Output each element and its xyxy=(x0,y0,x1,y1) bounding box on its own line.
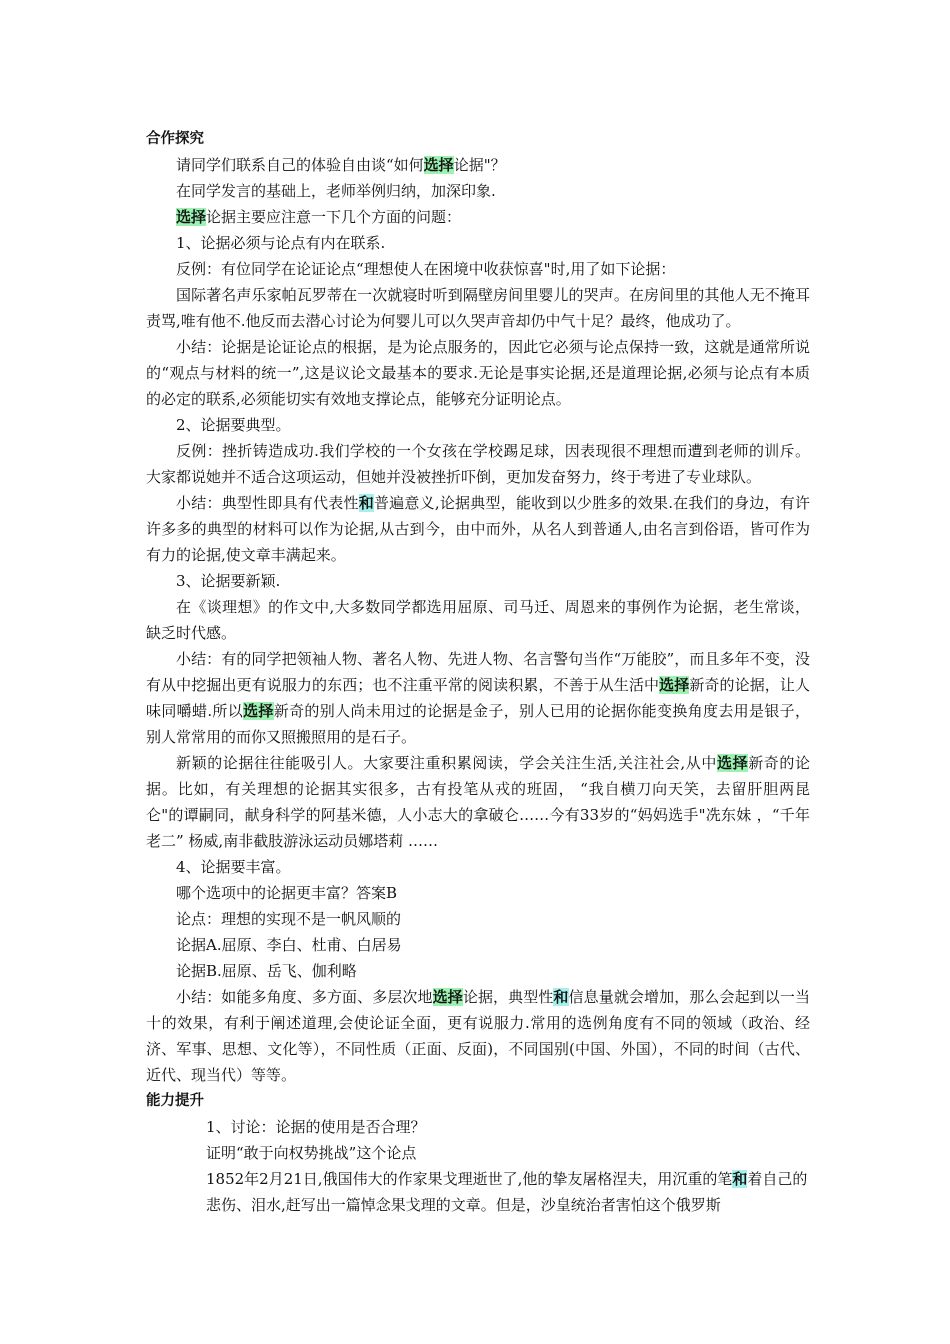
paragraph xyxy=(146,334,810,412)
paragraph xyxy=(146,854,810,880)
text-run: 新奇的论据。比如，有关理想的论据其实很多，古有投笔从戎的班固， “我自横刀向天笑，去留肝胆两昆仑"的谭嗣同，献身科学的阿基米德，人小志大的拿破仑……今有33岁的“妈妈选手"冼东妹 ，“千年老二” 杨威,南非截肢游泳运动员娜塔莉 …… xyxy=(146,754,810,850)
paragraph xyxy=(146,438,810,490)
text-run: 着自己的悲伤、泪水,赶写出一篇悼念果戈理的文章。但是，沙皇统治者害怕这个俄罗斯 xyxy=(206,1170,808,1214)
paragraph xyxy=(146,906,810,932)
text-run: 反例：有位同学在论证论点“理想使人在困境中收获惊喜"时,用了如下论据： xyxy=(176,260,676,278)
text-run: 普遍意义,论据典型，能收到以少胜多的效果.在我们的身边，有许许多多的典型的材料可以作为论据,从古到今，由中而外，从名人到普通人,由名言到俗语，皆可作为有力的论据,使文章丰满起来。 xyxy=(146,494,810,564)
text-run: 3、论据要新颖. xyxy=(176,572,281,590)
text-run: 信息量就会增加，那么会起到以一当十的效果，有利于阐述道理,会使论证全面，更有说服力.常用的选例角度有不同的领域（政治、经济、军事、思想、文化等），不同性质（正面、反面)，不同国别(中国、外国），不同的时间（古代、近代、现当代）等等。 xyxy=(146,988,810,1084)
paragraph xyxy=(146,490,810,568)
paragraph xyxy=(146,256,810,282)
paragraph xyxy=(146,1114,810,1140)
paragraph xyxy=(146,230,810,256)
text-run: 小结：如能多角度、多方面、多层次地 xyxy=(176,988,433,1006)
text-run: 论据主要应注意一下几个方面的问题： xyxy=(206,208,462,226)
text-run: 新奇的别人尚未用过的论据是金子，别人已用的论据你能变换角度去用是银子，别人常常用的而你又照搬照用的是石子。 xyxy=(146,702,810,746)
text-run: 请同学们联系自己的体验自由谈“如何 xyxy=(176,156,424,174)
paragraph xyxy=(146,932,810,958)
paragraph xyxy=(146,750,810,854)
text-run: 论据，典型性 xyxy=(462,988,554,1006)
paragraph xyxy=(146,204,810,230)
text-run: 1、讨论：论据的使用是否合理？ xyxy=(206,1118,426,1136)
text-run: 小结：有的同学把领袖人物、著名人物、先进人物、名言警句当作“万能胶”，而且多年不变，没有从中挖掘出更有说服力的东西；也不注重平常的阅读积累，不善于从生活中 xyxy=(146,650,810,694)
text-run: 新颖的论据往往能吸引人。大家要注重积累阅读，学会关注生活,关注社会,从中 xyxy=(176,754,717,772)
paragraph xyxy=(146,568,810,594)
text-run: 论点：理想的实现不是一帆风顺的 xyxy=(176,910,402,928)
paragraph xyxy=(146,1166,810,1218)
text-run: 论据"？ xyxy=(453,156,506,174)
highlighted-term: 和 xyxy=(358,494,374,512)
text-run: 证明“敢于向权势挑战”这个论点 xyxy=(206,1144,417,1162)
text-run: 论据B.屈原、岳飞、伽利略 xyxy=(176,962,357,980)
text-run: 在同学发言的基础上，老师举例归纳，加深印象. xyxy=(176,182,496,200)
text-run: 哪个选项中的论据更丰富？答案B xyxy=(176,884,398,902)
highlighted-term: 选择 xyxy=(659,676,690,694)
text-run: 1、论据必须与论点有内在联系. xyxy=(176,234,386,252)
text-run: 小结：论据是论证论点的根据，是为论点服务的，因此它必须与论点保持一致，这就是通常所说的“观点与材料的统一”,这是议论文最基本的要求.无论是事实论据,还是道理论据,必须与论点有本质的必定的联系,必须能切实有效地支撑论点，能够充分证明论点。 xyxy=(146,338,810,408)
paragraph xyxy=(146,984,810,1088)
section-cooperative-inquiry xyxy=(146,152,810,1088)
text-run: 4、论据要丰富。 xyxy=(176,858,291,876)
highlighted-term: 和 xyxy=(732,1170,748,1188)
paragraph xyxy=(146,646,810,750)
section-heading-cooperative-inquiry: 合作探究 xyxy=(146,131,204,147)
highlighted-term: 选择 xyxy=(423,156,454,174)
text-run: 在《谈理想》的作文中,大多数同学都选用屈原、司马迁、周恩来的事例作为论据，老生常谈，缺乏时代感。 xyxy=(146,598,810,642)
text-run: 论据A.屈原、李白、杜甫、白居易 xyxy=(176,936,402,954)
highlighted-term: 选择 xyxy=(432,988,463,1006)
text-run: 2、论据要典型。 xyxy=(176,416,291,434)
section-heading-ability-improvement: 能力提升 xyxy=(146,1093,204,1109)
text-run: 小结：典型性即具有代表性 xyxy=(176,494,359,512)
paragraph xyxy=(146,1140,810,1166)
highlighted-term: 选择 xyxy=(176,208,207,226)
paragraph xyxy=(146,594,810,646)
text-run: 反例：挫折铸造成功.我们学校的一个女孩在学校踢足球，因表现很不理想而遭到老师的训斥。大家都说她并不适合这项运动，但她并没被挫折吓倒，更加发奋努力，终于考进了专业球队。 xyxy=(146,442,810,486)
paragraph xyxy=(146,958,810,984)
paragraph xyxy=(146,282,810,334)
highlighted-term: 和 xyxy=(553,988,569,1006)
document-body xyxy=(146,126,810,1218)
highlighted-term: 选择 xyxy=(243,702,274,720)
paragraph xyxy=(146,880,810,906)
highlighted-term: 选择 xyxy=(716,754,749,772)
text-run: 1852年2月21日,俄国伟大的作家果戈理逝世了,他的挚友屠格涅夫，用沉重的笔 xyxy=(206,1170,733,1188)
text-run: 新奇的论据，让人味同嚼蜡.所以 xyxy=(146,676,810,720)
paragraph xyxy=(146,412,810,438)
paragraph xyxy=(146,178,810,204)
section-ability-improvement xyxy=(146,1114,810,1218)
text-run: 国际著名声乐家帕瓦罗蒂在一次就寝时听到隔壁房间里婴儿的哭声。在房间里的其他人无不掩耳责骂,唯有他不.他反而去潜心讨论为何婴儿可以久哭声音却仍中气十足？最终，他成功了。 xyxy=(146,286,810,330)
paragraph xyxy=(146,152,810,178)
